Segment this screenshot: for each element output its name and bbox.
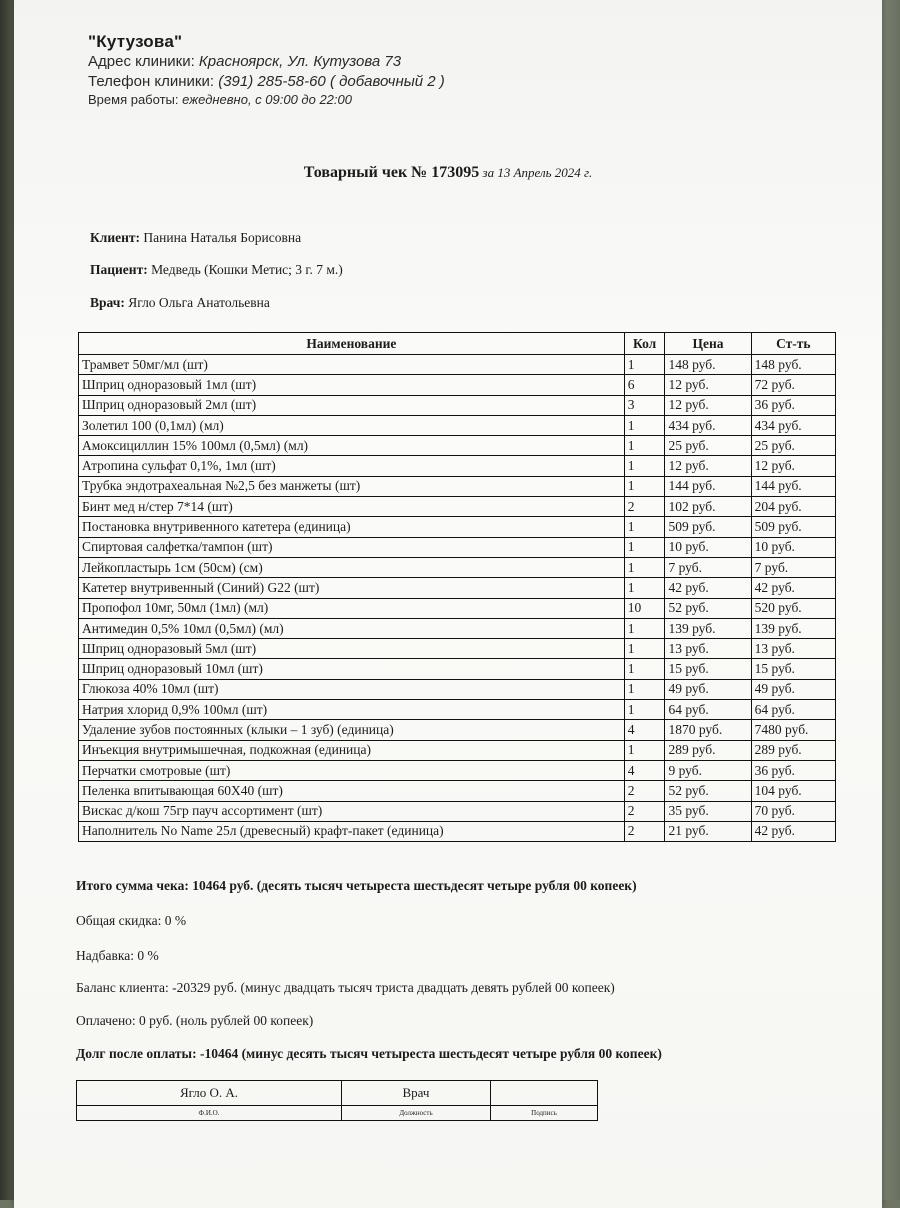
item-qty: 1 xyxy=(624,517,665,537)
patient-label: Пациент: xyxy=(90,262,148,277)
item-price: 9 руб. xyxy=(665,760,751,780)
item-sum: 42 руб. xyxy=(751,578,835,598)
client-line xyxy=(90,230,301,246)
item-sum: 509 руб. xyxy=(751,517,835,537)
item-name: Шприц одноразовый 2мл (шт) xyxy=(79,395,625,415)
item-price: 21 руб. xyxy=(665,821,751,841)
table-row xyxy=(79,375,836,395)
item-sum: 64 руб. xyxy=(751,700,835,720)
receipt-number: Товарный чек № 173095 xyxy=(303,164,480,181)
signature-sign xyxy=(491,1081,598,1106)
item-price: 12 руб. xyxy=(665,395,751,415)
item-qty: 1 xyxy=(624,436,665,456)
item-qty: 2 xyxy=(624,801,665,821)
item-price: 15 руб. xyxy=(665,659,751,679)
table-row xyxy=(79,497,836,517)
item-qty: 4 xyxy=(624,720,665,740)
table-row xyxy=(79,436,836,456)
signature-values-row xyxy=(77,1081,598,1106)
item-qty: 2 xyxy=(624,781,665,801)
table-row xyxy=(79,659,836,679)
table-row xyxy=(79,760,836,780)
clinic-hours-label: Время работы: xyxy=(88,92,183,107)
item-qty: 1 xyxy=(624,355,665,375)
header-sum: Ст-ть xyxy=(751,333,835,355)
item-name: Шприц одноразовый 1мл (шт) xyxy=(79,375,625,395)
item-name: Трамвет 50мг/мл (шт) xyxy=(79,355,625,375)
balance-line: Баланс клиента: -20329 руб. (минус двадцать тысяч триста двадцать девять рублей 00 копеек) xyxy=(76,980,615,995)
item-sum: 144 руб. xyxy=(751,476,835,496)
receipt-title xyxy=(14,164,882,182)
doctor-label: Врач: xyxy=(90,295,125,310)
table-row xyxy=(79,740,836,760)
item-qty: 1 xyxy=(624,557,665,577)
total-line: Итого сумма чека: 10464 руб. (десять тысяч четыреста шестьдесят четыре рубля 00 копеек) xyxy=(76,878,637,893)
items-table xyxy=(78,332,836,842)
item-sum: 289 руб. xyxy=(751,740,835,760)
item-price: 52 руб. xyxy=(665,598,751,618)
item-sum: 25 руб. xyxy=(751,436,835,456)
table-row xyxy=(79,456,836,476)
table-row xyxy=(79,598,836,618)
item-price: 12 руб. xyxy=(665,456,751,476)
item-price: 1870 руб. xyxy=(665,720,751,740)
receipt-paper xyxy=(14,0,882,1208)
signature-table xyxy=(76,1080,598,1121)
table-row xyxy=(79,395,836,415)
item-name: Постановка внутривенного катетера (единица) xyxy=(79,517,625,537)
signature-captions-row xyxy=(77,1106,598,1121)
item-sum: 36 руб. xyxy=(751,395,835,415)
item-sum: 7480 руб. xyxy=(751,720,835,740)
item-qty: 1 xyxy=(624,578,665,598)
table-row xyxy=(79,821,836,841)
item-qty: 4 xyxy=(624,760,665,780)
item-sum: 104 руб. xyxy=(751,781,835,801)
item-name: Амоксициллин 15% 100мл (0,5мл) (мл) xyxy=(79,436,625,456)
item-price: 42 руб. xyxy=(665,578,751,598)
item-price: 49 руб. xyxy=(665,679,751,699)
item-price: 509 руб. xyxy=(665,517,751,537)
item-price: 13 руб. xyxy=(665,639,751,659)
item-sum: 12 руб. xyxy=(751,456,835,476)
item-sum: 10 руб. xyxy=(751,537,835,557)
item-name: Вискас д/кош 75гр пауч ассортимент (шт) xyxy=(79,801,625,821)
item-price: 35 руб. xyxy=(665,801,751,821)
item-name: Наполнитель No Name 25л (древесный) крафт-пакет (единица) xyxy=(79,821,625,841)
item-qty: 2 xyxy=(624,497,665,517)
item-qty: 1 xyxy=(624,618,665,638)
item-name: Шприц одноразовый 10мл (шт) xyxy=(79,659,625,679)
clinic-address xyxy=(88,52,445,72)
item-name: Инъекция внутримышечная, подкожная (единица) xyxy=(79,740,625,760)
clinic-address-label: Адрес клиники: xyxy=(88,53,199,70)
item-qty: 1 xyxy=(624,456,665,476)
clinic-phone-value: (391) 285-58-60 ( добавочный 2 ) xyxy=(218,73,445,90)
doctor-line xyxy=(90,295,270,311)
table-row xyxy=(79,557,836,577)
item-name: Удаление зубов постоянных (клыки – 1 зуб) (единица) xyxy=(79,720,625,740)
item-price: 139 руб. xyxy=(665,618,751,638)
item-price: 289 руб. xyxy=(665,740,751,760)
clinic-address-value: Красноярск, Ул. Кутузова 73 xyxy=(198,53,402,70)
item-price: 7 руб. xyxy=(665,557,751,577)
table-row xyxy=(79,700,836,720)
table-row xyxy=(79,781,836,801)
item-price: 434 руб. xyxy=(665,415,751,435)
item-name: Пропофол 10мг, 50мл (1мл) (мл) xyxy=(79,598,625,618)
item-price: 52 руб. xyxy=(665,781,751,801)
table-row xyxy=(79,720,836,740)
client-name: Панина Наталья Борисовна xyxy=(140,230,302,245)
item-name: Золетил 100 (0,1мл) (мл) xyxy=(79,415,625,435)
item-sum: 70 руб. xyxy=(751,801,835,821)
item-name: Лейкопластырь 1см (50см) (см) xyxy=(79,557,625,577)
table-row xyxy=(79,355,836,375)
item-qty: 1 xyxy=(624,679,665,699)
item-name: Натрия хлорид 0,9% 100мл (шт) xyxy=(79,700,625,720)
item-qty: 1 xyxy=(624,476,665,496)
doctor-name: Ягло Ольга Анатольевна xyxy=(124,295,270,310)
item-qty: 3 xyxy=(624,395,665,415)
item-qty: 1 xyxy=(624,659,665,679)
clinic-hours xyxy=(88,92,445,108)
header-qty: Кол xyxy=(624,333,665,355)
item-name: Глюкоза 40% 10мл (шт) xyxy=(79,679,625,699)
item-name: Атропина сульфат 0,1%, 1мл (шт) xyxy=(79,456,625,476)
items-table-body xyxy=(79,355,836,842)
clinic-header xyxy=(88,32,445,108)
clinic-phone-label: Телефон клиники: xyxy=(88,73,219,90)
item-name: Антимедин 0,5% 10мл (0,5мл) (мл) xyxy=(79,618,625,638)
table-row xyxy=(79,578,836,598)
signature-position: Врач xyxy=(342,1081,491,1106)
table-row xyxy=(79,801,836,821)
item-name: Пеленка впитывающая 60Х40 (шт) xyxy=(79,781,625,801)
item-sum: 49 руб. xyxy=(751,679,835,699)
caption-name: Ф.И.О. xyxy=(77,1106,342,1121)
table-row xyxy=(79,679,836,699)
table-row xyxy=(79,476,836,496)
item-price: 148 руб. xyxy=(665,355,751,375)
item-qty: 1 xyxy=(624,639,665,659)
item-price: 10 руб. xyxy=(665,537,751,557)
item-name: Катетер внутривенный (Синий) G22 (шт) xyxy=(79,578,625,598)
item-qty: 1 xyxy=(624,740,665,760)
header-price: Цена xyxy=(665,333,751,355)
item-name: Шприц одноразовый 5мл (шт) xyxy=(79,639,625,659)
caption-position: Должность xyxy=(342,1106,491,1121)
item-sum: 13 руб. xyxy=(751,639,835,659)
item-sum: 7 руб. xyxy=(751,557,835,577)
table-row xyxy=(79,618,836,638)
table-row xyxy=(79,517,836,537)
item-price: 102 руб. xyxy=(665,497,751,517)
item-name: Спиртовая салфетка/тампон (шт) xyxy=(79,537,625,557)
discount-line: Общая скидка: 0 % xyxy=(76,913,187,928)
item-sum: 434 руб. xyxy=(751,415,835,435)
item-sum: 204 руб. xyxy=(751,497,835,517)
table-row xyxy=(79,537,836,557)
clinic-name: "Кутузова" xyxy=(88,32,183,51)
item-sum: 36 руб. xyxy=(751,760,835,780)
markup-line: Надбавка: 0 % xyxy=(76,948,159,963)
table-row xyxy=(79,415,836,435)
patient-line xyxy=(90,262,343,278)
item-sum: 72 руб. xyxy=(751,375,835,395)
item-name: Перчатки смотровые (шт) xyxy=(79,760,625,780)
patient-name: Медведь (Кошки Метис; 3 г. 7 м.) xyxy=(147,262,343,277)
paid-line: Оплачено: 0 руб. (ноль рублей 00 копеек) xyxy=(76,1013,314,1028)
item-sum: 148 руб. xyxy=(751,355,835,375)
debt-line: Долг после оплаты: -10464 (минус десять тысяч четыреста шестьдесят четыре рубля 00 копеек) xyxy=(76,1046,662,1061)
item-qty: 1 xyxy=(624,700,665,720)
item-price: 64 руб. xyxy=(665,700,751,720)
item-qty: 10 xyxy=(624,598,665,618)
item-qty: 1 xyxy=(624,537,665,557)
item-sum: 520 руб. xyxy=(751,598,835,618)
items-table-header xyxy=(79,333,836,355)
item-sum: 139 руб. xyxy=(751,618,835,638)
item-qty: 1 xyxy=(624,415,665,435)
item-price: 144 руб. xyxy=(665,476,751,496)
item-sum: 15 руб. xyxy=(751,659,835,679)
table-row xyxy=(79,639,836,659)
receipt-date: за 13 Апрель 2024 г. xyxy=(479,165,593,180)
item-sum: 42 руб. xyxy=(751,821,835,841)
clinic-hours-value: ежедневно, с 09:00 до 22:00 xyxy=(182,92,352,107)
client-label: Клиент: xyxy=(90,230,141,245)
item-qty: 6 xyxy=(624,375,665,395)
item-price: 25 руб. xyxy=(665,436,751,456)
item-price: 12 руб. xyxy=(665,375,751,395)
item-name: Трубка эндотрахеальная №2,5 без манжеты (шт) xyxy=(79,476,625,496)
header-name: Наименование xyxy=(79,333,625,355)
item-name: Бинт мед н/стер 7*14 (шт) xyxy=(79,497,625,517)
item-qty: 2 xyxy=(624,821,665,841)
caption-signature: Подпись xyxy=(491,1106,598,1121)
clinic-phone xyxy=(88,72,445,92)
signature-name: Ягло О. А. xyxy=(77,1081,342,1106)
